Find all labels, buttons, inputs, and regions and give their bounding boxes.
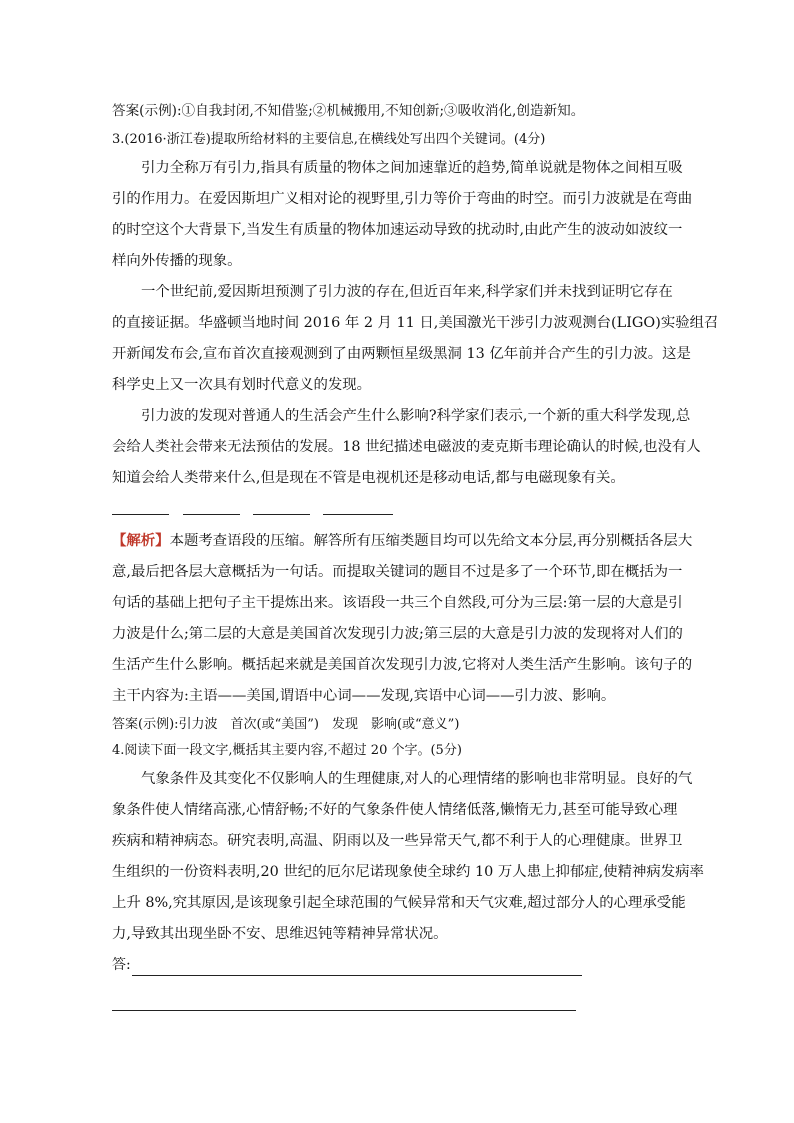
text-line: 引的作用力。在爱因斯坦广义相对论的视野里,引力等价于弯曲的时空。而引力波就是在弯曲 [112, 191, 693, 207]
text-line: 的时空这个大背景下,当发生有质量的物体加速运动导致的扰动时,由此产生的波动如波纹一 [112, 222, 683, 238]
q3-stem: 3.(2016·浙江卷)提取所给材料的主要信息,在横线处写出四个关键词。(4分) [112, 132, 546, 147]
q3-passage-p2 [112, 277, 719, 401]
text-line: 一个世纪前,爱因斯坦预测了引力波的存在,但近百年来,科学家们并未找到证明它存在 [141, 284, 673, 300]
text-line: 力波是什么;第二层的大意是美国首次发现引力波;第三层的大意是引力波的发现将对人们的 [112, 626, 683, 642]
keyword-blank-1[interactable] [112, 514, 169, 515]
answer-label: 答: [112, 957, 131, 973]
text-line: 句话的基础上把句子主干提炼出来。该语段一共三个自然段,可分为三层:第一层的大意是引 [112, 595, 683, 611]
document-page [112, 96, 719, 1022]
answer-q3: 答案(示例):引力波 首次(或“美国”) 发现 影响(或“意义”) [112, 717, 460, 732]
q4-passage [112, 764, 704, 950]
text-line: 知道会给人类带来什么,但是现在不管是电视机还是移动电话,都与电磁现象有关。 [112, 470, 625, 486]
text-line: 象条件使人情绪高涨,心情舒畅;不好的气象条件使人情绪低落,懒惰无力,甚至可能导致心理 [112, 802, 678, 818]
text-line: 样向外传播的现象。 [112, 253, 242, 269]
text-line: 力,导致其出现坐卧不安、思维迟钝等精神异常状况。 [112, 926, 448, 942]
text-line: 会给人类社会带来无法预估的发展。18 世纪描述电磁波的麦克斯韦理论确认的时候,也没有人 [112, 439, 701, 455]
text-line: 引力全称万有引力,指具有质量的物体之间加速靠近的趋势,简单说就是物体之间相互吸 [141, 160, 683, 176]
text-line: 上升 8%,究其原因,是该现象引起全球范围的气候异常和天气灾难,超过部分人的心理承受能 [112, 895, 686, 911]
text-line: 的直接证据。华盛顿当地时间 2016 年 2 月 11 日,美国激光干涉引力波观测台(LIGO)实验组召 [112, 315, 719, 331]
text-line: 意,最后把各层大意概括为一句话。而提取关键词的题目不过是多了一个环节,即在概括为一 [112, 564, 683, 580]
q3-passage-p3 [112, 401, 701, 494]
answer-line-2[interactable] [112, 1010, 576, 1011]
text-line: 科学史上又一次具有划时代意义的发现。 [112, 377, 372, 393]
answer-q2: 答案(示例):①自我封闭,不知借鉴;②机械搬用,不知创新;③吸收消化,创造新知。 [112, 103, 585, 119]
text-line: 主干内容为:主语——美国,谓语中心词——发现,宾语中心词——引力波、影响。 [112, 688, 616, 704]
answer-line-1[interactable] [132, 975, 582, 976]
q4-answer-area [112, 950, 684, 986]
keyword-blank-3[interactable] [253, 514, 310, 515]
text-line: 气象条件及其变化不仅影响人的生理健康,对人的心理情绪的影响也非常明显。良好的气 [141, 771, 693, 787]
keyword-blank-4[interactable] [323, 514, 393, 515]
q4-answer-area-2 [112, 986, 684, 1022]
text-line: 引力波的发现对普通人的生活会产生什么影响?科学家们表示,一个新的重大科学发现,总 [141, 408, 691, 424]
text-line: 开新闻发布会,宣布首次直接观测到了由两颗恒星级黑洞 13 亿年前并合产生的引力波。这是 [112, 346, 691, 362]
q3-analysis [112, 525, 693, 712]
q3-passage-p1 [112, 153, 693, 277]
text-line: 生组织的一份资料表明,20 世纪的厄尔尼诺现象使全球约 10 万人患上抑郁症,使精神病发病率 [112, 864, 704, 880]
keyword-blank-2[interactable] [183, 514, 240, 515]
text-line [112, 525, 693, 557]
q4-stem: 4.阅读下面一段文字,概括其主要内容,不超过 20 个字。(5分) [112, 743, 462, 758]
text-line: 生活产生什么影响。概括起来就是美国首次发现引力波,它将对人类生活产生影响。该句子的 [112, 657, 693, 673]
text-line: 疾病和精神病态。研究表明,高温、阴雨以及一些异常天气,都不利于人的心理健康。世界卫 [112, 833, 683, 849]
analysis-tag: 【解析】 [112, 532, 170, 549]
keyword-blanks [112, 494, 684, 525]
analysis-text: 本题考查语段的压缩。解答所有压缩类题目均可以先给文本分层,再分别概括各层大 [169, 533, 693, 549]
